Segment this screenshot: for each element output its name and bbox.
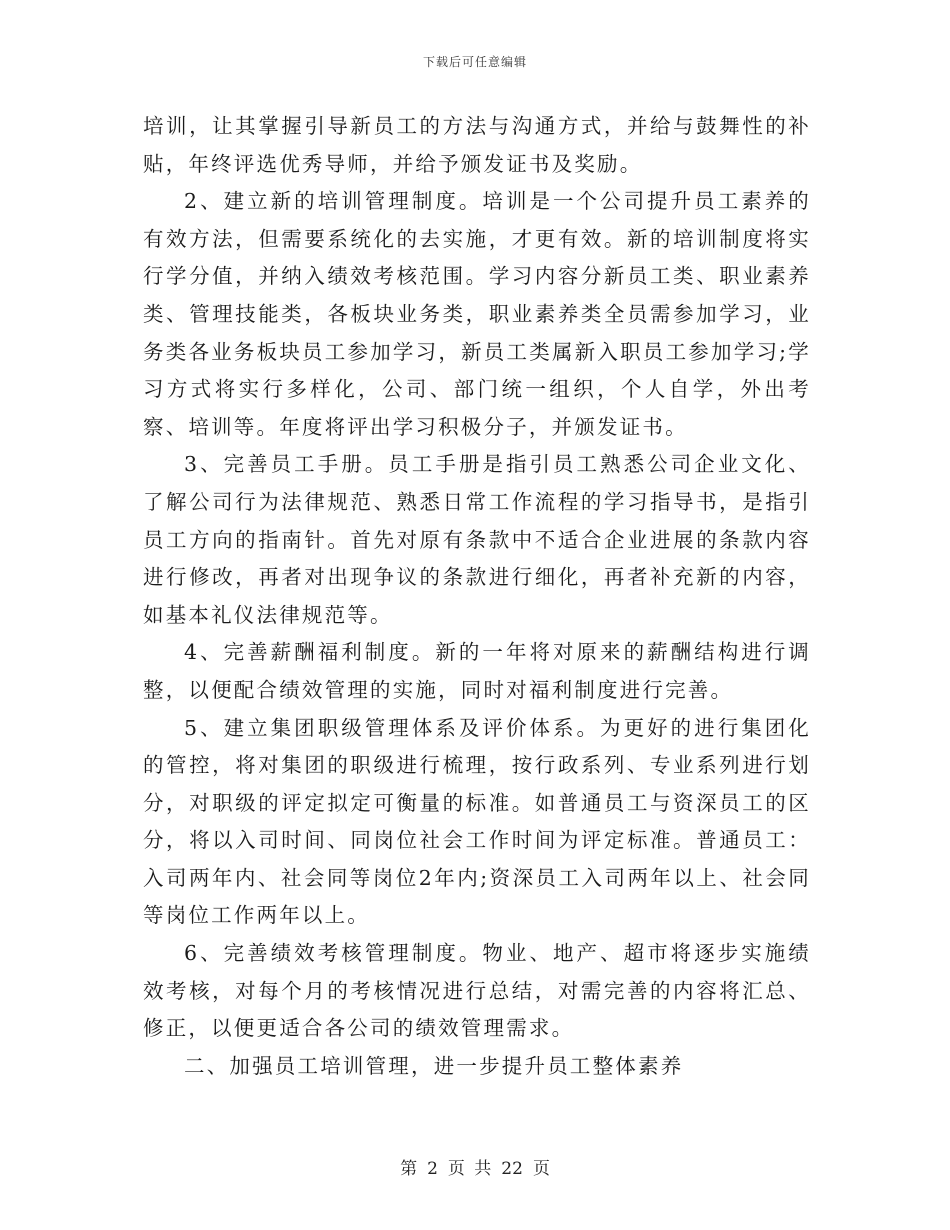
- paragraph-item-3: 3、完善员工手册。员工手册是指引员工熟悉公司企业文化、了解公司行为法律规范、熟悉日常工作流程的学习指导书，是指引员工方向的指南针。首先对原有条款中不适合企业进展的条款内容进行修改，再者对出现争议的条款进行细化，再者补充新的内容，如基本礼仪法律规范等。: [143, 452, 811, 627]
- paragraph-item-5: 5、建立集团职级管理体系及评价体系。为更好的进行集团化的管控，将对集团的职级进行梳理，按行政系列、专业系列进行划分，对职级的评定拟定可衡量的标准。如普通员工与资深员工的区分，将以入司时间、同岗位社会工作时间为评定标准。普通员工：入司两年内、社会同等岗位2年内;资深员工入司两年以上、社会同等岗位工作两年以上。: [143, 715, 811, 928]
- page-header-note: 下载后可任意编辑: [422, 55, 527, 69]
- section-heading: 二、加强员工培训管理，进一步提升员工整体素养: [184, 1053, 684, 1078]
- page-footer: [0, 1154, 950, 1179]
- footer-page-number: 2: [427, 1159, 438, 1179]
- paragraph-item-4: 4、完善薪酬福利制度。新的一年将对原来的薪酬结构进行调整，以便配合绩效管理的实施，同时对福利制度进行完善。: [143, 640, 811, 702]
- paragraph-item-2: 2、建立新的培训管理制度。培训是一个公司提升员工素养的有效方法，但需要系统化的去实施，才更有效。新的培训制度将实行学分值，并纳入绩效考核范围。学习内容分新员工类、职业素养类、管理技能类，各板块业务类，职业素养类全员需参加学习，业务类各业务板块员工参加学习，新员工类属新入职员工参加学习;学习方式将实行多样化，公司、部门统一组织，个人自学，外出考察、培训等。年度将评出学习积极分子，并颁发证书。: [143, 189, 811, 439]
- footer-prefix: 第: [400, 1159, 418, 1179]
- paragraph-continuation: 培训，让其掌握引导新员工的方法与沟通方式，并给与鼓舞性的补贴，年终评选优秀导师，并给予颁发证书及奖励。: [143, 114, 811, 176]
- footer-total-pages: 22: [501, 1159, 523, 1179]
- document-body: [143, 108, 811, 1085]
- footer-middle: 页 共: [447, 1159, 492, 1179]
- paragraph-item-6: 6、完善绩效考核管理制度。物业、地产、超市将逐步实施绩效考核，对每个月的考核情况进行总结，对需完善的内容将汇总、修正，以便更适合各公司的绩效管理需求。: [143, 941, 811, 1041]
- footer-suffix: 页: [532, 1159, 550, 1179]
